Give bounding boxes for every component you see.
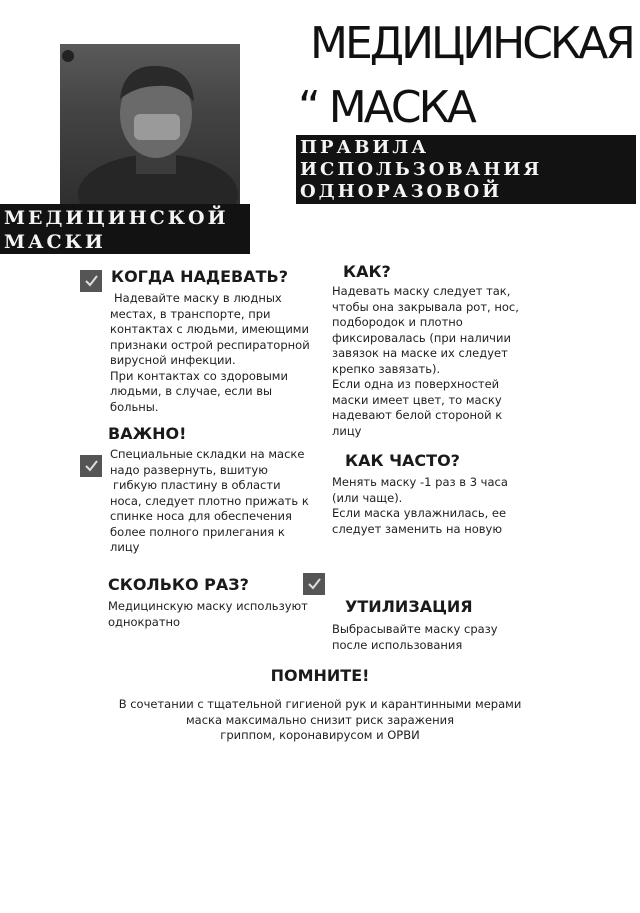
text-line: местах, в транспорте, при xyxy=(110,306,271,321)
section-times-heading: СКОЛЬКО РАЗ? xyxy=(108,575,249,594)
banner-top xyxy=(296,135,636,204)
text-line: гриппом, коронавирусом и ОРВИ xyxy=(220,728,420,742)
text-line: В сочетании с тщательной гигиеной рук и карантинными мерами xyxy=(118,697,522,711)
section-remember-text xyxy=(0,697,640,744)
title-line-1: МЕДИЦИНСКАЯ xyxy=(310,18,633,69)
text-line: Если одна из поверхностей xyxy=(332,377,500,391)
text-line: Выбрасывайте маску сразу xyxy=(332,622,498,636)
text-line: признаки острой респираторной xyxy=(110,337,310,352)
banner-line: МАСКИ xyxy=(4,231,106,253)
text-line: Медицинскую маску используют xyxy=(108,599,308,613)
section-when-text xyxy=(110,291,310,415)
text-line: Надевайте маску в людных xyxy=(114,291,282,305)
text-line: контактах с людьми, имеющими xyxy=(110,322,309,336)
text-line: после использования xyxy=(332,637,463,652)
section-times-text xyxy=(108,599,308,630)
text-line: крепко завязать). xyxy=(332,361,441,376)
text-line: следует заменить на новую xyxy=(332,521,503,536)
text-line: Менять маску -1 раз в 3 часа xyxy=(332,475,508,489)
text-line: вирусной инфекции. xyxy=(110,353,236,367)
text-line: носа, следует плотно прижать к xyxy=(110,493,309,508)
section-often-heading: КАК ЧАСТО? xyxy=(345,451,460,470)
banner-bottom xyxy=(0,204,250,254)
banner-line: ПРАВИЛА xyxy=(300,137,429,158)
text-line: Если маска увлажнилась, ее xyxy=(332,506,507,520)
text-line: (или чаще). xyxy=(332,490,403,505)
title-line-2: “ МАСКА xyxy=(298,82,474,133)
text-line: гибкую пластину в области xyxy=(113,478,281,492)
person-masked-photo xyxy=(60,44,240,204)
text-line: больны. xyxy=(110,399,159,414)
section-important-heading: ВАЖНО! xyxy=(108,424,187,443)
banner-line: ОДНОРАЗОВОЙ xyxy=(300,181,503,202)
section-disposal-heading: УТИЛИЗАЦИЯ xyxy=(345,597,473,616)
banner-line: МЕДИЦИНСКОЙ xyxy=(4,207,229,229)
text-line: чтобы она закрывала рот, нос, xyxy=(332,299,519,314)
text-line: надо развернуть, вшитую xyxy=(110,462,268,477)
section-disposal-text xyxy=(332,622,498,653)
text-line: спинке носа для обеспечения xyxy=(110,509,292,523)
text-line: фиксировалась (при наличии xyxy=(332,330,511,345)
checkmark-icon xyxy=(303,573,325,595)
checkmark-icon xyxy=(80,455,102,477)
text-line: людьми, в случае, если вы xyxy=(110,384,273,398)
text-line: более полного прилегания к xyxy=(110,524,285,539)
text-line: подбородок и плотно xyxy=(332,315,463,329)
text-line: Надевать маску следует так, xyxy=(332,284,511,298)
section-when-heading: КОГДА НАДЕВАТЬ? xyxy=(111,267,288,286)
section-often-text xyxy=(332,475,508,537)
text-line: Специальные складки на маске xyxy=(110,447,305,461)
section-important-text xyxy=(110,447,309,556)
section-how-heading: КАК? xyxy=(343,262,391,281)
section-remember-heading: ПОМНИТЕ! xyxy=(270,666,370,685)
text-line: надевают белой стороной к xyxy=(332,408,503,422)
text-line: маска максимально снизит риск заражения xyxy=(185,712,455,727)
text-line: завязок на маске их следует xyxy=(332,346,508,360)
text-line: лицу xyxy=(110,540,140,554)
text-line: При контактах со здоровыми xyxy=(110,368,288,383)
text-line: маски имеет цвет, то маску xyxy=(332,392,502,407)
banner-line: ИСПОЛЬЗОВАНИЯ xyxy=(300,159,543,180)
section-how-text xyxy=(332,284,519,439)
text-line: лицу xyxy=(332,423,362,438)
text-line: однократно xyxy=(108,614,181,629)
checkmark-icon xyxy=(80,270,102,292)
